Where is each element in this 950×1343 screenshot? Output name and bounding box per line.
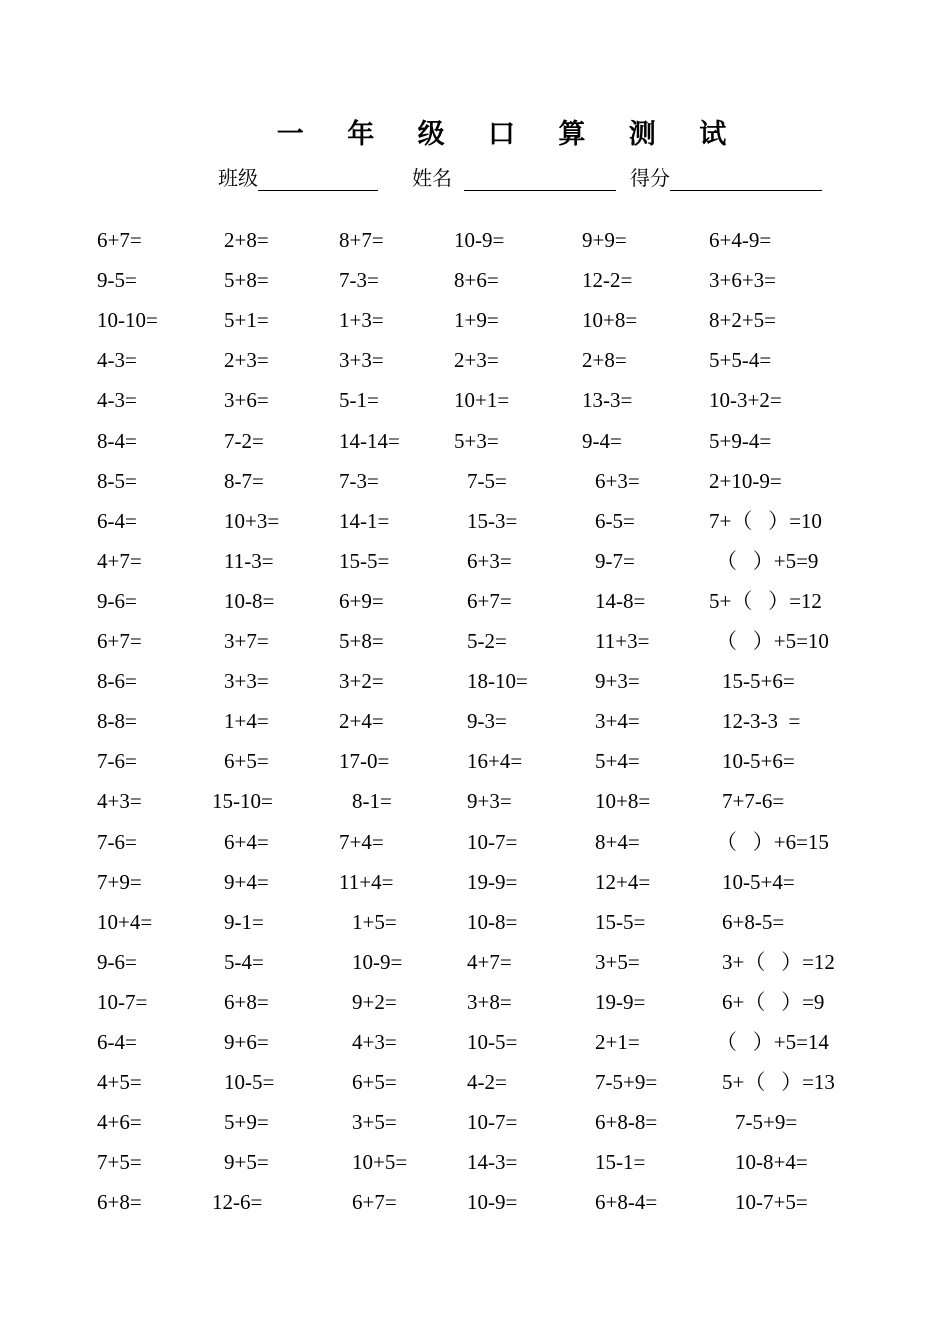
problem-cell: 6+5= (352, 1070, 397, 1095)
problem-cell: 4-2= (467, 1070, 507, 1095)
problem-cell: 5+9= (224, 1110, 269, 1135)
problem-cell: 5+8= (339, 629, 384, 653)
problem-cell: 6+7= (467, 588, 512, 613)
problem-cell: 12-2= (582, 268, 633, 293)
score-blank[interactable] (670, 168, 822, 191)
problem-cell: 10-5= (467, 1030, 518, 1054)
problem-cell: 8+6= (454, 268, 499, 293)
problem-cell: 7-6= (97, 829, 137, 854)
problem-cell: 5+3= (454, 428, 499, 453)
problem-cell: 4+6= (97, 1110, 142, 1135)
problem-cell: 6+9= (339, 588, 384, 613)
problem-cell: 3+8= (467, 989, 512, 1014)
problem-cell: 10-8+4= (735, 1150, 808, 1175)
problem-cell: 2+1= (595, 1030, 640, 1054)
problem-cell: （ ）+6=15 (716, 829, 829, 854)
class-label: 班级 (218, 166, 258, 190)
problem-cell: 7+9= (97, 869, 142, 894)
problem-cell: 10-8= (467, 909, 518, 934)
problem-cell: 8+4= (595, 829, 640, 854)
problem-cell: 6+7= (352, 1190, 397, 1215)
problem-cell: 8+7= (339, 228, 384, 252)
problem-cell: 5+5-4= (709, 348, 772, 373)
problem-cell: 16+4= (467, 749, 523, 774)
problem-cell: 7-5+9= (735, 1110, 798, 1135)
problem-cell: 2+8= (224, 228, 269, 252)
problem-cell: 8+2+5= (709, 308, 777, 333)
problem-cell: 15-3= (467, 508, 518, 533)
problem-cell: 6+8-4= (595, 1190, 658, 1215)
problem-cell: 6+8-8= (595, 1110, 658, 1135)
problem-cell: 10-9= (454, 228, 505, 252)
problem-cell: （ ）+5=9 (716, 548, 819, 573)
problem-cell: 19-9= (595, 989, 646, 1014)
problem-cell: 9-3= (467, 709, 507, 734)
problem-cell: 6+3= (595, 468, 640, 493)
student-info-line (218, 162, 822, 191)
problem-cell: 9-5= (97, 268, 137, 293)
problem-cell: 14-14= (339, 428, 400, 453)
problem-cell: 9+6= (224, 1030, 269, 1054)
problem-cell: 17-0= (339, 749, 390, 774)
problem-cell: 9-6= (97, 588, 137, 613)
problem-cell: 7-6= (97, 749, 137, 774)
problem-cell: 4+5= (97, 1070, 142, 1095)
problem-cell: 5-2= (467, 629, 507, 653)
problem-cell: 1+9= (454, 308, 499, 333)
problem-cell: 12+4= (595, 869, 651, 894)
problem-cell: 1+4= (224, 709, 269, 734)
problem-cell: 5+1= (224, 308, 269, 333)
problem-cell: 6-5= (595, 508, 635, 533)
problem-cell: 14-3= (467, 1150, 518, 1175)
problem-cell: 7+（ ）=10 (709, 508, 822, 533)
problem-cell: 7-5+9= (595, 1070, 658, 1095)
problem-cell: 2+3= (454, 348, 499, 373)
problem-cell: 6+7= (97, 228, 142, 252)
problem-cell: 4-3= (97, 388, 137, 413)
problem-cell: 7+4= (339, 829, 384, 854)
problem-cell: 11+3= (595, 629, 650, 653)
problem-cell: 7+5= (97, 1150, 142, 1175)
problem-cell: 10-7+5= (735, 1190, 808, 1215)
problem-cell: 7-3= (339, 468, 379, 493)
problem-cell: 5+（ ）=12 (709, 588, 822, 613)
problem-cell: 3+3= (339, 348, 384, 373)
problem-cell: 10+1= (454, 388, 510, 413)
problem-cell: 14-1= (339, 508, 390, 533)
problem-cell: 9+3= (595, 669, 640, 694)
problem-cell: 10-5+4= (722, 869, 795, 894)
problem-cell: 9+4= (224, 869, 269, 894)
problem-cell: （ ）+5=10 (716, 629, 829, 653)
problem-cell: 10-9= (352, 949, 403, 974)
problem-cell: 3+5= (352, 1110, 397, 1135)
problem-cell: 4+7= (467, 949, 512, 974)
problem-cell: 9-4= (582, 428, 622, 453)
problem-cell: 10+4= (97, 909, 153, 934)
problem-cell: 10-10= (97, 308, 158, 333)
problem-cell: 10+5= (352, 1150, 408, 1175)
problem-cell: 10-9= (467, 1190, 518, 1215)
problem-cell: （ ）+5=14 (716, 1030, 829, 1054)
problem-cell: 10+8= (582, 308, 638, 333)
problem-cell: 4-3= (97, 348, 137, 373)
problem-cell: 11+4= (339, 869, 394, 894)
problem-cell: 15-5= (339, 548, 390, 573)
problem-cell: 2+8= (582, 348, 627, 373)
problem-cell: 6-4= (97, 508, 137, 533)
problem-cell: 8-5= (97, 468, 137, 493)
problem-cell: 6+8-5= (722, 909, 785, 934)
problem-cell: 3+（ ）=12 (722, 949, 835, 974)
problem-cell: 10-7= (97, 989, 148, 1014)
problem-cell: 10-5+6= (722, 749, 795, 774)
problem-cell: 8-7= (224, 468, 264, 493)
problem-cell: 5+（ ）=13 (722, 1070, 835, 1095)
problem-cell: 6-4= (97, 1030, 137, 1054)
problem-cell: 12-3-3 = (722, 709, 801, 734)
problem-cell: 7+7-6= (722, 789, 785, 814)
problem-cell: 4+3= (97, 789, 142, 814)
problem-cell: 2+3= (224, 348, 269, 373)
problem-cell: 1+5= (352, 909, 397, 934)
problem-cell: 6+（ ）=9 (722, 989, 825, 1014)
problem-cell: 5+8= (224, 268, 269, 293)
score-label: 得分 (630, 166, 670, 190)
problem-cell: 15-10= (212, 789, 273, 814)
name-blank[interactable] (464, 168, 616, 191)
problem-cell: 4+3= (352, 1030, 397, 1054)
problem-cell: 15-5= (595, 909, 646, 934)
problem-cell: 9+5= (224, 1150, 269, 1175)
problem-cell: 5-4= (224, 949, 264, 974)
problem-cell: 8-6= (97, 669, 137, 694)
problem-cell: 6+8= (97, 1190, 142, 1215)
problem-cell: 7-3= (339, 268, 379, 293)
problem-cell: 9+9= (582, 228, 627, 252)
problem-cell: 12-6= (212, 1190, 263, 1215)
problem-cell: 15-5+6= (722, 669, 795, 694)
problem-cell: 10-5= (224, 1070, 275, 1095)
problem-cell: 6+8= (224, 989, 269, 1014)
problem-cell: 5-1= (339, 388, 379, 413)
problem-cell: 6+4= (224, 829, 269, 854)
problem-cell: 2+4= (339, 709, 384, 734)
problem-cell: 10-8= (224, 588, 275, 613)
problem-cell: 7-5= (467, 468, 507, 493)
problem-cell: 14-8= (595, 588, 646, 613)
problem-cell: 19-9= (467, 869, 518, 894)
problem-cell: 10-7= (467, 829, 518, 854)
problem-cell: 10-7= (467, 1110, 518, 1135)
problem-cell: 10+8= (595, 789, 651, 814)
problem-cell: 4+7= (97, 548, 142, 573)
problem-cell: 6+5= (224, 749, 269, 774)
problem-cell: 9+3= (467, 789, 512, 814)
problem-cell: 3+3= (224, 669, 269, 694)
problem-cell: 7-2= (224, 428, 264, 453)
problem-cell: 18-10= (467, 669, 528, 694)
problem-cell: 13-3= (582, 388, 633, 413)
problem-cell: 3+7= (224, 629, 269, 653)
problem-cell: 3+6= (224, 388, 269, 413)
class-blank[interactable] (258, 168, 378, 191)
page-title: 一 年 级 口 算 测 试 (276, 119, 744, 150)
problem-cell: 5+9-4= (709, 428, 772, 453)
problem-cell: 9+2= (352, 989, 397, 1014)
problem-cell: 5+4= (595, 749, 640, 774)
problem-cell: 9-6= (97, 949, 137, 974)
problem-cell: 6+7= (97, 629, 142, 653)
problem-cell: 3+2= (339, 669, 384, 694)
problem-cell: 10-3+2= (709, 388, 782, 413)
problem-cell: 3+4= (595, 709, 640, 734)
problem-cell: 11-3= (224, 548, 274, 573)
problem-cell: 2+10-9= (709, 468, 782, 493)
problem-cell: 8-8= (97, 709, 137, 734)
problem-cell: 10+3= (224, 508, 280, 533)
problem-cell: 1+3= (339, 308, 384, 333)
problem-cell: 6+3= (467, 548, 512, 573)
problem-cell: 3+6+3= (709, 268, 777, 293)
problem-cell: 8-4= (97, 428, 137, 453)
problem-cell: 15-1= (595, 1150, 646, 1175)
problem-cell: 9-1= (224, 909, 264, 934)
problem-cell: 6+4-9= (709, 228, 772, 252)
problem-cell: 8-1= (352, 789, 392, 814)
problem-cell: 3+5= (595, 949, 640, 974)
problem-cell: 9-7= (595, 548, 635, 573)
name-label: 姓名 (412, 166, 452, 190)
